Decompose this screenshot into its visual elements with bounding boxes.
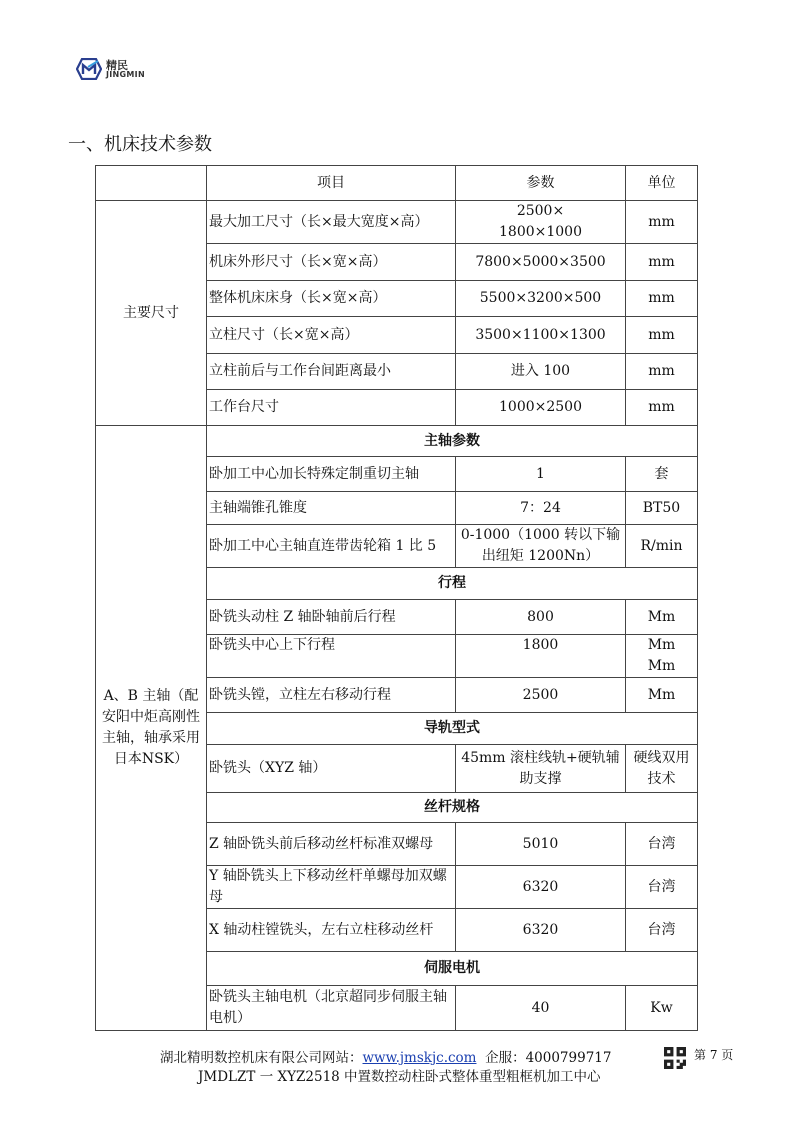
unit-cell: mm: [626, 201, 698, 244]
header-cell: 单位: [626, 166, 698, 201]
section-title: 丝杆规格: [207, 793, 698, 823]
param-cell: 45mm 滚柱线轨+硬轨辅助支撑: [456, 745, 626, 793]
item-cell: 卧铣头主轴电机（北京超同步伺服主轴电机）: [207, 986, 456, 1031]
param-cell: 7800×5000×3500: [456, 244, 626, 281]
unit-cell: Mm: [626, 678, 698, 713]
footer-company-line: [160, 1046, 611, 1066]
item-cell: 主轴端锥孔锥度: [207, 492, 456, 525]
param-cell: 6320: [456, 866, 626, 909]
param-cell: 1800: [456, 635, 626, 678]
section-row: [96, 426, 698, 457]
item-cell: X 轴动柱镗铣头，左右立柱移动丝杆: [207, 909, 456, 952]
item-cell: Z 轴卧铣头前后移动丝杆标准双螺母: [207, 823, 456, 866]
unit-cell: BT50: [626, 492, 698, 525]
param-cell: 5500×3200×500: [456, 281, 626, 317]
item-cell: 机床外形尺寸（长×宽×高）: [207, 244, 456, 281]
unit-cell: mm: [626, 244, 698, 281]
item-cell: 卧铣头（XYZ 轴）: [207, 745, 456, 793]
table-row: [96, 201, 698, 244]
item-cell: 卧加工中心主轴直连带齿轮箱 1 比 5: [207, 525, 456, 568]
item-cell: 卧铣头镗，立柱左右移动行程: [207, 678, 456, 713]
company-logo: [76, 58, 145, 80]
section-title: 行程: [207, 568, 698, 600]
item-cell: 立柱尺寸（长×宽×高）: [207, 317, 456, 354]
unit-cell: 台湾: [626, 909, 698, 952]
param-cell: 7：24: [456, 492, 626, 525]
param-cell: 40: [456, 986, 626, 1031]
param-cell: 2500: [456, 678, 626, 713]
unit-cell: mm: [626, 281, 698, 317]
item-cell: 工作台尺寸: [207, 390, 456, 426]
logo-en-text: JINGMIN: [106, 69, 145, 79]
footer-model: JMDLZT 一 XYZ2518 中置数控动柱卧式整体重型粗框机加工中心: [198, 1069, 601, 1085]
footer-website-link[interactable]: www.jmskjc.com: [362, 1050, 477, 1066]
section-title: 主轴参数: [207, 426, 698, 457]
param-cell: 进入 100: [456, 354, 626, 390]
unit-cell: 套: [626, 457, 698, 492]
section-title: 导轨型式: [207, 713, 698, 745]
item-cell: Y 轴卧铣头上下移动丝杆单螺母加双螺母: [207, 866, 456, 909]
param-cell: 0-1000（1000 转以下输出纽矩 1200Nn）: [456, 525, 626, 568]
table-header-row: [96, 166, 698, 201]
param-cell: 3500×1100×1300: [456, 317, 626, 354]
footer-company: 湖北精明数控机床有限公司网站：: [160, 1050, 363, 1066]
unit-cell: 台湾: [626, 823, 698, 866]
group-label-cell: 主要尺寸: [96, 201, 207, 426]
footer-service: 企服：4000799717: [485, 1050, 612, 1066]
unit-cell: mm: [626, 317, 698, 354]
logo-cn-text: 精民: [106, 58, 128, 72]
param-cell: 1000×2500: [456, 390, 626, 426]
spec-table: [95, 165, 698, 1031]
section-title: 伺服电机: [207, 952, 698, 986]
param-cell: 6320: [456, 909, 626, 952]
group-label-cell: A、B 主轴（配安阳中炬高刚性主轴，轴承采用日本NSK）: [96, 426, 207, 1031]
header-cell: 参数: [456, 166, 626, 201]
unit-cell: 硬线双用技术: [626, 745, 698, 793]
param-cell: 800: [456, 600, 626, 635]
unit-cell: R/min: [626, 525, 698, 568]
param-cell: 5010: [456, 823, 626, 866]
item-cell: 卧铣头动柱 Z 轴卧轴前后行程: [207, 600, 456, 635]
unit-cell: mm: [626, 390, 698, 426]
unit-cell: Mm Mm: [626, 635, 698, 678]
item-cell: 整体机床床身（长×宽×高）: [207, 281, 456, 317]
item-cell: 立柱前后与工作台间距离最小: [207, 354, 456, 390]
page-number: 第 7 页: [694, 1048, 734, 1062]
header-cell: [96, 166, 207, 201]
jingmin-logo-icon: [76, 58, 102, 80]
unit-cell: 台湾: [626, 866, 698, 909]
unit-cell: Kw: [626, 986, 698, 1031]
param-cell: 2500× 1800×1000: [456, 201, 626, 244]
unit-cell: mm: [626, 354, 698, 390]
param-cell: 1: [456, 457, 626, 492]
unit-cell: Mm: [626, 600, 698, 635]
item-cell: 卧铣头中心上下行程: [207, 635, 456, 678]
qr-code-icon: [664, 1047, 686, 1069]
section-heading: 一、机床技术参数: [68, 134, 212, 155]
item-cell: 卧加工中心加长特殊定制重切主轴: [207, 457, 456, 492]
item-cell: 最大加工尺寸（长×最大宽度×高）: [207, 201, 456, 244]
header-cell: 项目: [207, 166, 456, 201]
